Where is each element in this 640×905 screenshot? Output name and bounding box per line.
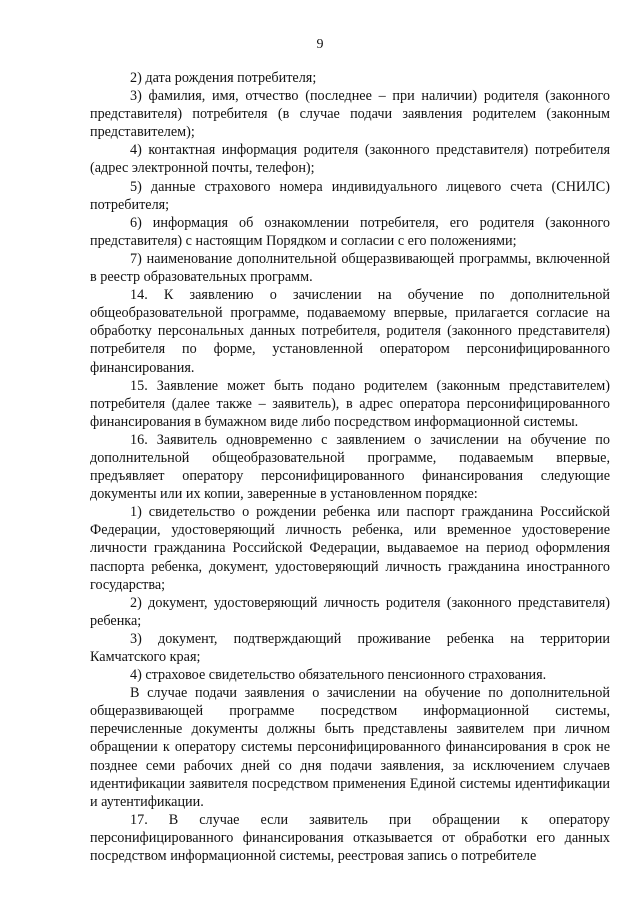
paragraph-doc-2-parent-id: 2) документ, удостоверяющий личность родителя (законного представителя) ребенка;	[90, 594, 610, 629]
paragraph-item-2-birthdate: 2) дата рождения потребителя;	[130, 70, 317, 86]
paragraph-item-5-snils: 5) данные страхового номера индивидуального лицевого счета (СНИЛС) потребителя;	[90, 178, 610, 213]
paragraph-doc-1-birth-certificate: 1) свидетельство о рождении ребенка или паспорт гражданина Российской Федерации, удостоверяющий личность ребенка, или временное удостоверение личности гражданина Российской Федерации, выдаваемое на период оформления паспорта ребенка, документ, удостоверяющий личность гражданина иностранного государства;	[90, 504, 610, 593]
paragraph-item-3-parent-name: 3) фамилия, имя, отчество (последнее – при наличии) родителя (законного представителя) потребителя (в случае подачи заявления родителем (законным представителем);	[90, 88, 610, 141]
paragraph-section-16: 16. Заявитель одновременно с заявлением о зачислении на обучение по дополнительной общеобразовательной программе, подаваемым впервые, предъявляет оператору персонифицированного финансирования следующие документы или их копии, заверенные в установленном порядке:	[90, 431, 610, 503]
paragraph-item-4-contact-info: 4) контактная информация родителя (законного представителя) потребителя (адрес электронной почты, телефон);	[90, 142, 610, 177]
paragraph-section-14: 14. К заявлению о зачислении на обучение по дополнительной общеобразовательной программе, подаваемому впервые, прилагается согласие на обработку персональных данных потребителя, родителя (законного представителя) потребителя по форме, установленной оператором персонифицированного финансирования.	[90, 287, 610, 376]
paragraph-doc-3-residence: 3) документ, подтверждающий проживание ребенка на территории Камчатского края;	[90, 630, 610, 665]
page-number: 9	[316, 37, 324, 52]
paragraph-doc-4-pension-insurance: 4) страховое свидетельство обязательного пенсионного страхования.	[130, 667, 547, 684]
paragraph-item-7-program-name: 7) наименование дополнительной общеразвивающей программы, включенной в реестр образовательных программ.	[90, 250, 610, 286]
document-body	[90, 69, 610, 865]
paragraph-section-15: 15. Заявление может быть подано родителем (законным представителем) потребителя (далее также – заявитель), в адрес оператора персонифицированного финансирования в бумажном виде либо посредством информационной системы.	[90, 377, 610, 430]
paragraph-section-17: 17. В случае если заявитель при обращении к оператору персонифицированного финансирования отказывается от обработки его данных посредством информационной системы, реестровая запись о потребителе	[90, 811, 610, 865]
paragraph-online-submission: В случае подачи заявления о зачислении на обучение по дополнительной общеразвивающей программе посредством информационной системы, перечисленные документы должны быть представлены заявителем при личном обращении к оператору системы персонифицированного финансирования в срок не позднее семи рабочих дней со дня подачи заявления, за исключением случаев идентификации заявителя посредством применения Единой системы идентификации и аутентификации.	[90, 685, 610, 810]
paragraph-item-6-acknowledgement: 6) информация об ознакомлении потребителя, его родителя (законного представителя) с настоящим Порядком и согласии с его положениями;	[90, 214, 610, 249]
